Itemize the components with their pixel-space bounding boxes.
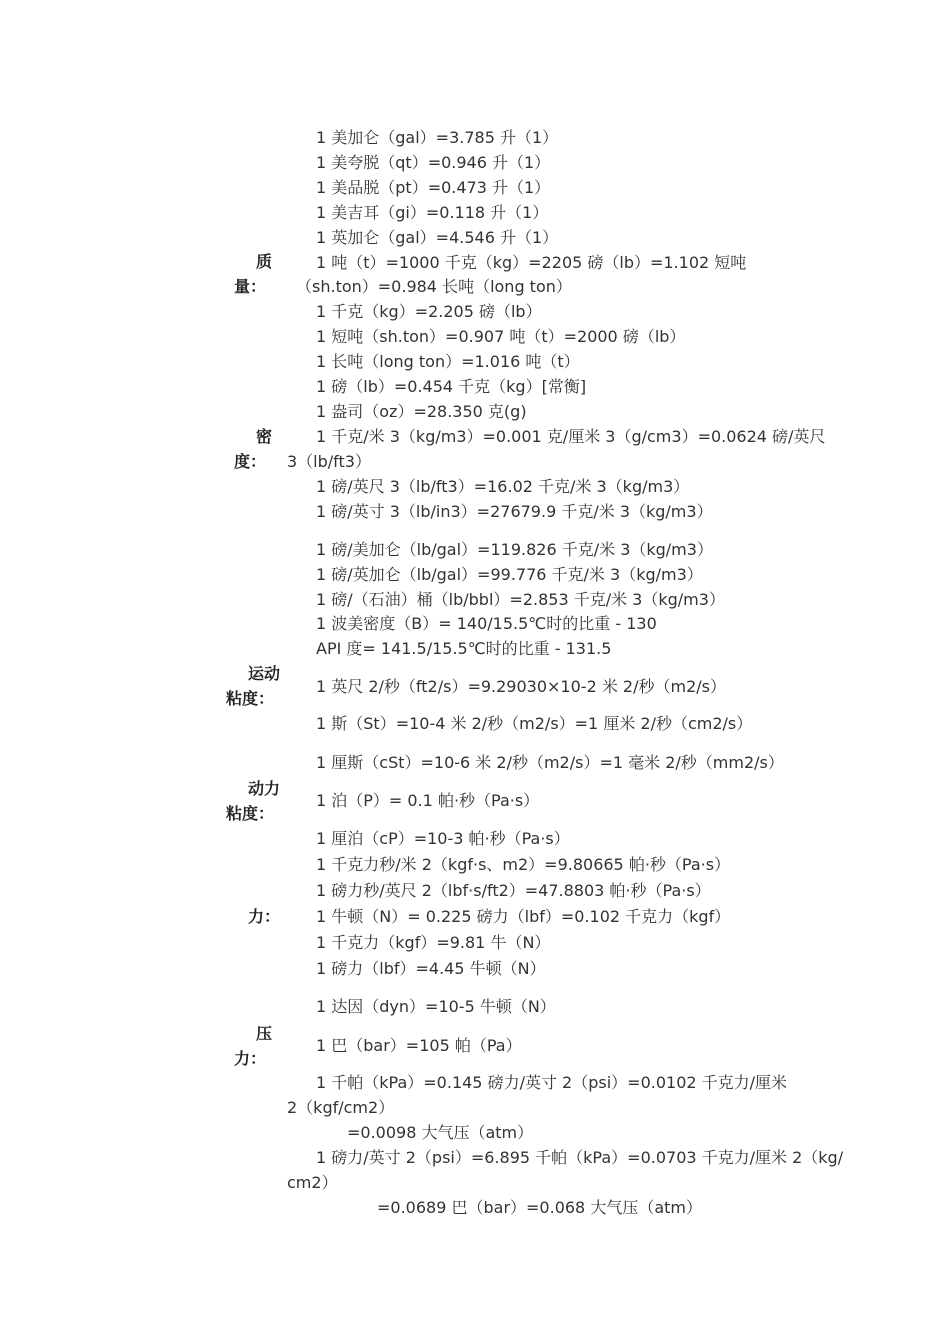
text-line: 1 磅力秒/英尺 2（lbf·s/ft2）=47.8803 帕·秒（Pa·s） bbox=[316, 881, 711, 900]
text-line: 1 泊（P）= 0.1 帕·秒（Pa·s） bbox=[316, 791, 540, 810]
text-line: 1 千克（kg）=2.205 磅（lb） bbox=[316, 302, 542, 321]
text-line: 1 厘斯（cSt）=10-6 米 2/秒（m2/s）=1 毫米 2/秒（mm2/s） bbox=[316, 753, 784, 772]
label-mass-1: 质 bbox=[256, 252, 273, 271]
text-line: 1 千克力（kgf）=9.81 牛（N） bbox=[316, 933, 551, 952]
text-line: 1 磅力/英寸 2（psi）=6.895 千帕（kPa）=0.0703 千克力/厘米 2（kg/ bbox=[316, 1148, 844, 1167]
label-dynamic-viscosity-1: 动力 bbox=[248, 779, 281, 798]
text-line: 1 磅/美加仑（lb/gal）=119.826 千克/米 3（kg/m3） bbox=[316, 540, 713, 559]
label-force: 力： bbox=[248, 907, 281, 926]
text-line: 2（kgf/cm2） bbox=[287, 1098, 395, 1117]
text-line: 1 磅力（lbf）=4.45 牛顿（N） bbox=[316, 959, 546, 978]
text-line: 1 长吨（long ton）=1.016 吨（t） bbox=[316, 352, 580, 371]
label-pressure-1: 压 bbox=[256, 1024, 273, 1043]
text-line: 1 盎司（oz）=28.350 克(g) bbox=[316, 402, 527, 421]
text-line: 1 美品脱（pt）=0.473 升（1） bbox=[316, 178, 551, 197]
text-line: 1 吨（t）=1000 千克（kg）=2205 磅（lb）=1.102 短吨 bbox=[316, 253, 747, 272]
text-line: cm2） bbox=[287, 1173, 338, 1192]
text-line: 1 美加仑（gal）=3.785 升（1） bbox=[316, 128, 559, 147]
text-line: API 度= 141.5/15.5℃时的比重 - 131.5 bbox=[316, 639, 612, 658]
text-line: 1 磅/英寸 3（lb/in3）=27679.9 千克/米 3（kg/m3） bbox=[316, 502, 713, 521]
text-line: 1 英尺 2/秒（ft2/s）=9.29030×10-2 米 2/秒（m2/s） bbox=[316, 677, 726, 696]
label-kinematic-viscosity-1: 运动 bbox=[248, 664, 281, 683]
text-line: 1 磅/英尺 3（lb/ft3）=16.02 千克/米 3（kg/m3） bbox=[316, 477, 690, 496]
text-line: 3（lb/ft3） bbox=[287, 452, 371, 471]
text-line: 1 英加仑（gal）=4.546 升（1） bbox=[316, 228, 559, 247]
text-line: 1 斯（St）=10-4 米 2/秒（m2/s）=1 厘米 2/秒（cm2/s） bbox=[316, 714, 753, 733]
label-dynamic-viscosity-2: 粘度： bbox=[226, 804, 275, 823]
text-line: 1 波美密度（B）= 140/15.5℃时的比重 - 130 bbox=[316, 614, 657, 633]
text-line: 1 达因（dyn）=10-5 牛顿（N） bbox=[316, 997, 556, 1016]
text-line: 1 磅/英加仑（lb/gal）=99.776 千克/米 3（kg/m3） bbox=[316, 565, 703, 584]
label-pressure-2: 力： bbox=[234, 1049, 267, 1068]
text-line: 1 美吉耳（gi）=0.118 升（1） bbox=[316, 203, 549, 222]
label-density-2: 度： bbox=[234, 452, 267, 471]
label-kinematic-viscosity-2: 粘度： bbox=[226, 689, 275, 708]
text-line: 1 巴（bar）=105 帕（Pa） bbox=[316, 1036, 522, 1055]
text-line: 1 短吨（sh.ton）=0.907 吨（t）=2000 磅（lb） bbox=[316, 327, 686, 346]
label-density-1: 密 bbox=[256, 427, 273, 446]
text-line: =0.0689 巴（bar）=0.068 大气压（atm） bbox=[377, 1198, 702, 1217]
text-line: =0.0098 大气压（atm） bbox=[347, 1123, 534, 1142]
text-line: 1 美夸脱（qt）=0.946 升（1） bbox=[316, 153, 551, 172]
text-line: 1 千克力秒/米 2（kgf·s、m2）=9.80665 帕·秒（Pa·s） bbox=[316, 855, 731, 874]
text-line: 1 磅（lb）=0.454 千克（kg）[常衡] bbox=[316, 377, 587, 396]
label-mass-2: 量： bbox=[234, 277, 267, 296]
text-line: （sh.ton）=0.984 长吨（long ton） bbox=[296, 277, 572, 296]
text-line: 1 千克/米 3（kg/m3）=0.001 克/厘米 3（g/cm3）=0.0624 磅/英尺 bbox=[316, 427, 826, 446]
text-line: 1 磅/（石油）桶（lb/bbl）=2.853 千克/米 3（kg/m3） bbox=[316, 590, 725, 609]
text-line: 1 千帕（kPa）=0.145 磅力/英寸 2（psi）=0.0102 千克力/厘米 bbox=[316, 1073, 788, 1092]
text-line: 1 厘泊（cP）=10-3 帕·秒（Pa·s） bbox=[316, 829, 570, 848]
text-line: 1 牛顿（N）= 0.225 磅力（lbf）=0.102 千克力（kgf） bbox=[316, 907, 731, 926]
